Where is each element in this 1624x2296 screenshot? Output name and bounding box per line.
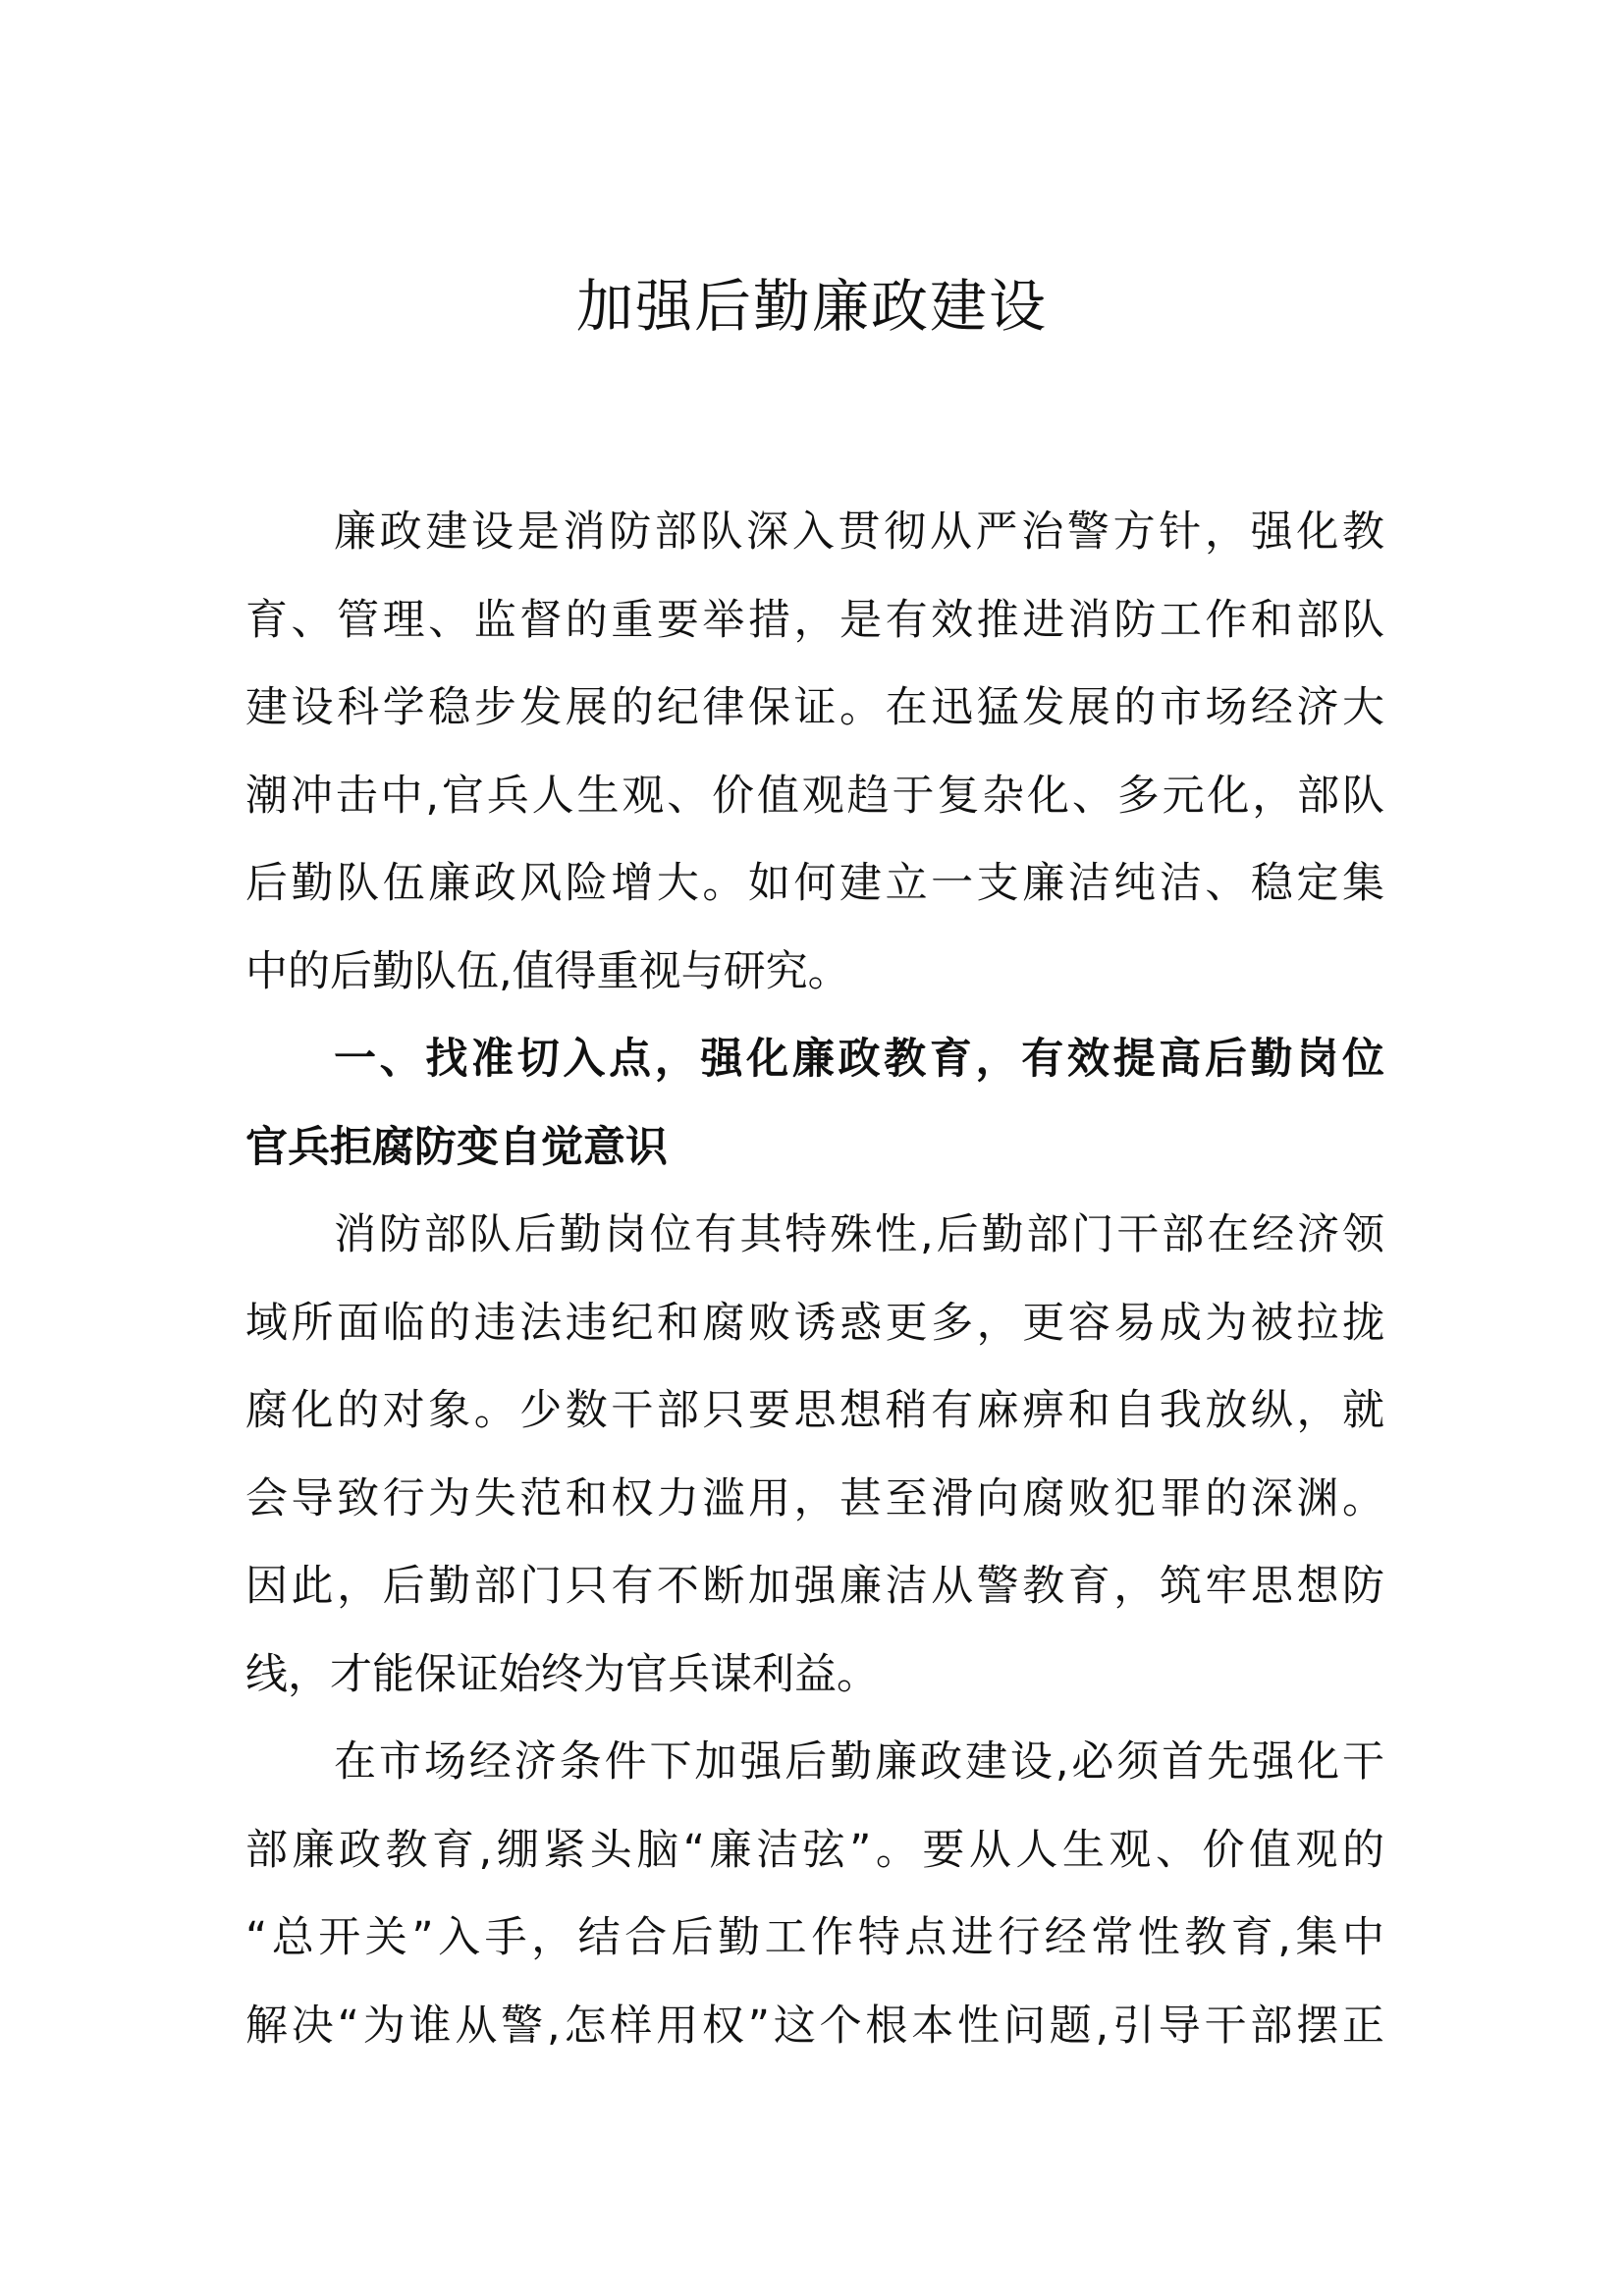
text-line: 解决“为谁从警,怎样用权”这个根本性问题,引导干部摆正: [245, 2001, 1384, 2051]
paragraph-section-one-a: [245, 1192, 1384, 1719]
text-line: 线，才能保证始终为官兵谋利益。: [245, 1649, 879, 1699]
text-line: 潮冲击中,官兵人生观、价值观趋于复杂化、多元化，部队: [245, 771, 1384, 821]
text-line: 廉政建设是消防部队深入贯彻从严治警方针，强化教: [334, 507, 1384, 557]
text-line: “总开关”入手，结合后勤工作特点进行经常性教育,集中: [245, 1913, 1384, 1962]
paragraph-section-one-b: [245, 1719, 1384, 2070]
text-line: 域所面临的违法违纪和腐败诱惑更多，更容易成为被拉拢: [245, 1298, 1384, 1348]
paragraph-intro: [245, 489, 1384, 1016]
text-line: 在市场经济条件下加强后勤廉政建设,必须首先强化干: [334, 1737, 1384, 1787]
text-line: 育、管理、监督的重要举措，是有效推进消防工作和部队: [245, 595, 1384, 645]
text-line: 会导致行为失范和权力滥用，甚至滑向腐败犯罪的深渊。: [245, 1473, 1384, 1523]
section-heading: [245, 1016, 1384, 1192]
text-line: 部廉政教育,绷紧头脑“廉洁弦”。要从人生观、价值观的: [245, 1825, 1384, 1875]
text-line: 因此，后勤部门只有不断加强廉洁从警教育，筑牢思想防: [245, 1562, 1384, 1611]
heading-line: 一、找准切入点，强化廉政教育，有效提高后勤岗位: [334, 1035, 1384, 1084]
text-line: 中的后勤队伍,值得重视与研究。: [245, 946, 850, 996]
document-title: 加强后勤廉政建设: [575, 273, 1048, 340]
text-line: 后勤队伍廉政风险增大。如何建立一支廉洁纯洁、稳定集: [245, 859, 1384, 908]
text-line: 腐化的对象。少数干部只要思想稍有麻痹和自我放纵，就: [245, 1386, 1384, 1435]
text-line: 建设科学稳步发展的纪律保证。在迅猛发展的市场经济大: [245, 683, 1384, 732]
document-body: [245, 489, 1384, 2070]
heading-line: 官兵拒腐防变自觉意识: [245, 1122, 668, 1172]
text-line: 消防部队后勤岗位有其特殊性,后勤部门干部在经济领: [334, 1210, 1384, 1259]
